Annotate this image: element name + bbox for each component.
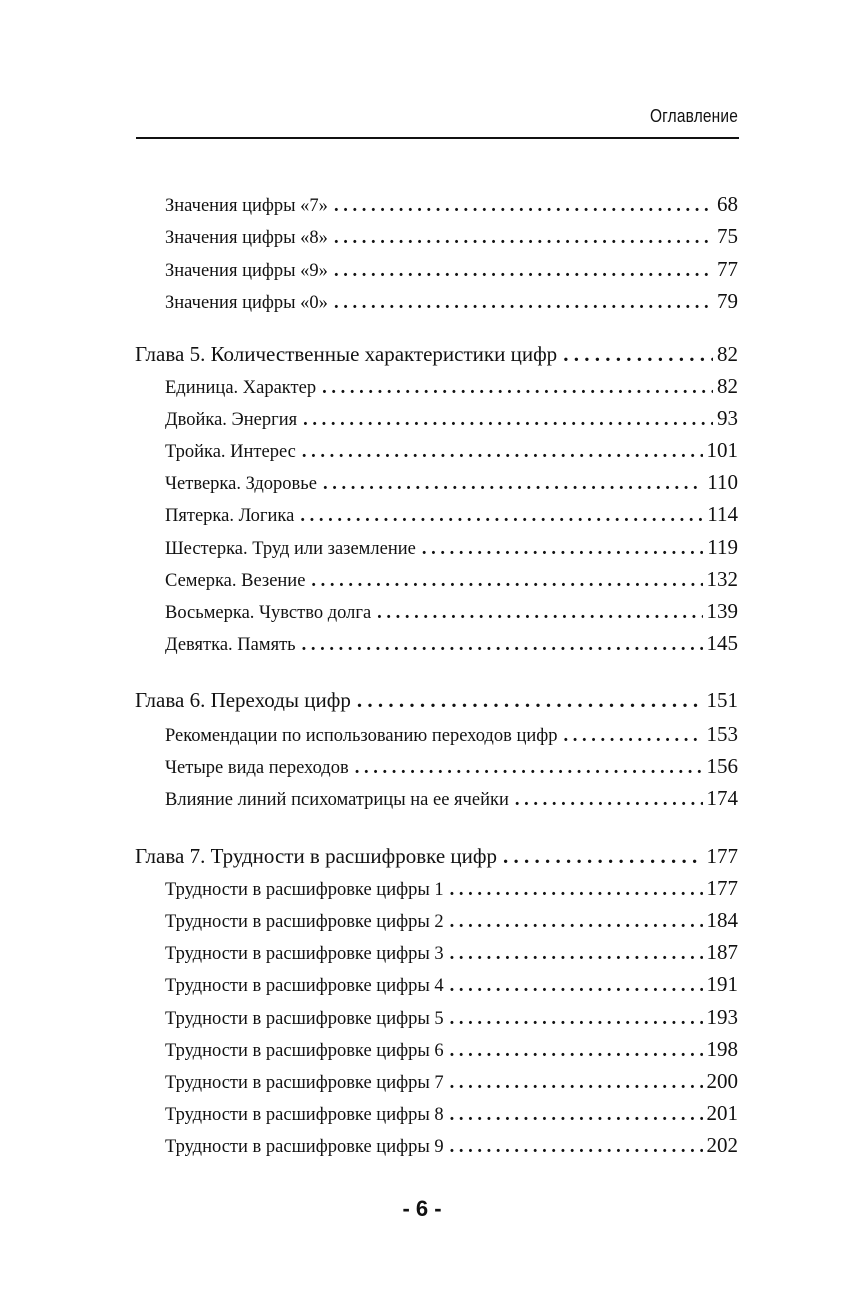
dot-leader [422,535,703,563]
toc-entry-page-number: 177 [706,844,738,868]
toc-entry-title: Пятерка. Логика [165,506,295,526]
toc-entry-title: Глава 5. Количественные характеристики цифр [135,342,558,366]
toc-entry [165,1067,738,1095]
dot-leader [503,842,702,870]
toc-entry-page-number: 110 [707,470,738,494]
toc-entry-title: Трудности в расшифровке цифры 3 [165,944,444,964]
dot-leader [357,686,703,714]
toc-entry-page-number: 184 [706,908,738,932]
dot-leader [311,567,702,595]
toc-entry [165,500,738,528]
toc-entry [165,222,738,250]
dot-leader [450,1133,703,1161]
header-rule [136,137,739,139]
toc-entry-page-number: 202 [706,1133,738,1157]
toc-entry [165,372,738,400]
dot-leader [377,599,702,627]
toc-entry [165,970,738,998]
dot-leader [323,470,703,498]
toc-entry-page-number: 177 [706,876,738,900]
toc-entry-page-number: 119 [707,535,738,559]
toc-entry [165,468,738,496]
toc-entry [165,597,738,625]
toc-entry-page-number: 200 [706,1069,738,1093]
toc-entry [165,190,738,218]
toc-entry-page-number: 68 [717,192,738,216]
toc-entry-page-number: 77 [717,257,738,281]
toc-entry-title: Семерка. Везение [165,571,306,591]
toc-entry [165,1035,738,1063]
toc-entry [165,1131,738,1159]
toc-entry-page-number: 139 [706,599,738,623]
toc-entry-title: Тройка. Интерес [165,442,296,462]
dot-leader [300,502,703,530]
toc-entry-title: Трудности в расшифровке цифры 2 [165,912,444,932]
toc-entry-page-number: 174 [706,786,738,810]
running-head: Оглавление [649,106,738,126]
toc-entry-title: Шестерка. Труд или заземление [165,539,416,559]
dot-leader [450,972,703,1000]
toc-entry-page-number: 191 [706,972,738,996]
dot-leader [450,1005,703,1033]
toc-entry-title: Четверка. Здоровье [165,474,317,494]
toc-entry [165,938,738,966]
dot-leader [334,224,713,252]
dot-leader [563,722,702,750]
toc-entry [165,436,738,464]
toc-chapter-entry [135,842,738,870]
toc-entry [165,287,738,315]
toc-entry [165,752,738,780]
toc-entry [165,784,738,812]
toc-entry-title: Трудности в расшифровке цифры 7 [165,1073,444,1093]
dot-leader [322,374,713,402]
toc-chapter-entry [135,340,738,368]
toc-entry-page-number: 145 [706,631,738,655]
toc-entry-title: Четыре вида переходов [165,758,349,778]
toc-entry-page-number: 82 [717,374,738,398]
toc-entry-title: Девятка. Память [165,635,296,655]
dot-leader [334,289,713,317]
toc-entry-title: Трудности в расшифровке цифры 9 [165,1137,444,1157]
toc-entry-title: Глава 7. Трудности в расшифровке цифр [135,844,498,868]
toc-chapter-entry [135,686,738,714]
toc-entry [165,720,738,748]
toc-entry-title: Значения цифры «0» [165,293,328,313]
toc-entry [165,874,738,902]
dot-leader [355,754,703,782]
toc-entry-title: Рекомендации по использованию переходов цифр [165,726,558,746]
toc-entry [165,906,738,934]
toc-entry-title: Значения цифры «9» [165,261,328,281]
toc-entry [165,629,738,657]
toc-entry-page-number: 101 [706,438,738,462]
dot-leader [450,1069,703,1097]
dot-leader [450,908,703,936]
dot-leader [450,876,703,904]
toc-entry-page-number: 132 [706,567,738,591]
toc-entry-title: Трудности в расшифровке цифры 1 [165,880,444,900]
toc-entry-title: Значения цифры «7» [165,196,328,216]
toc-entry-title: Влияние линий психоматрицы на ее ячейки [165,790,509,810]
dot-leader [563,340,713,368]
dot-leader [515,786,703,814]
toc-entry-title: Единица. Характер [165,378,317,398]
toc-entry-page-number: 193 [706,1005,738,1029]
toc-entry [165,1099,738,1127]
toc-entry [165,565,738,593]
toc-entry [165,533,738,561]
dot-leader [450,1101,703,1129]
toc-entry-page-number: 153 [706,722,738,746]
toc-entry-page-number: 114 [707,502,738,526]
toc-entry-page-number: 187 [706,940,738,964]
toc-entry-title: Восьмерка. Чувство долга [165,603,372,623]
toc-entry-title: Трудности в расшифровке цифры 8 [165,1105,444,1125]
toc-entry-page-number: 156 [706,754,738,778]
toc-entry-page-number: 75 [717,224,738,248]
toc-entry [165,404,738,432]
dot-leader [334,192,713,220]
toc-entry [165,1003,738,1031]
dot-leader [334,257,713,285]
toc-entry-title: Значения цифры «8» [165,228,328,248]
toc-entry-title: Трудности в расшифровке цифры 4 [165,976,444,996]
toc-entry-page-number: 79 [717,289,738,313]
toc-entry-page-number: 151 [706,688,738,712]
dot-leader [302,438,703,466]
toc-entry-page-number: 201 [706,1101,738,1125]
dot-leader [450,940,703,968]
dot-leader [303,406,713,434]
toc-entry-title: Глава 6. Переходы цифр [135,688,351,712]
page-number: - 6 - [402,1196,442,1221]
toc-entry-page-number: 93 [717,406,738,430]
toc-entry-title: Двойка. Энергия [165,410,298,430]
toc-entry [165,255,738,283]
dot-leader [450,1037,703,1065]
dot-leader [302,631,703,659]
toc-entry-title: Трудности в расшифровке цифры 5 [165,1009,444,1029]
toc-entry-title: Трудности в расшифровке цифры 6 [165,1041,444,1061]
toc-entry-page-number: 198 [706,1037,738,1061]
toc-entry-page-number: 82 [717,342,738,366]
